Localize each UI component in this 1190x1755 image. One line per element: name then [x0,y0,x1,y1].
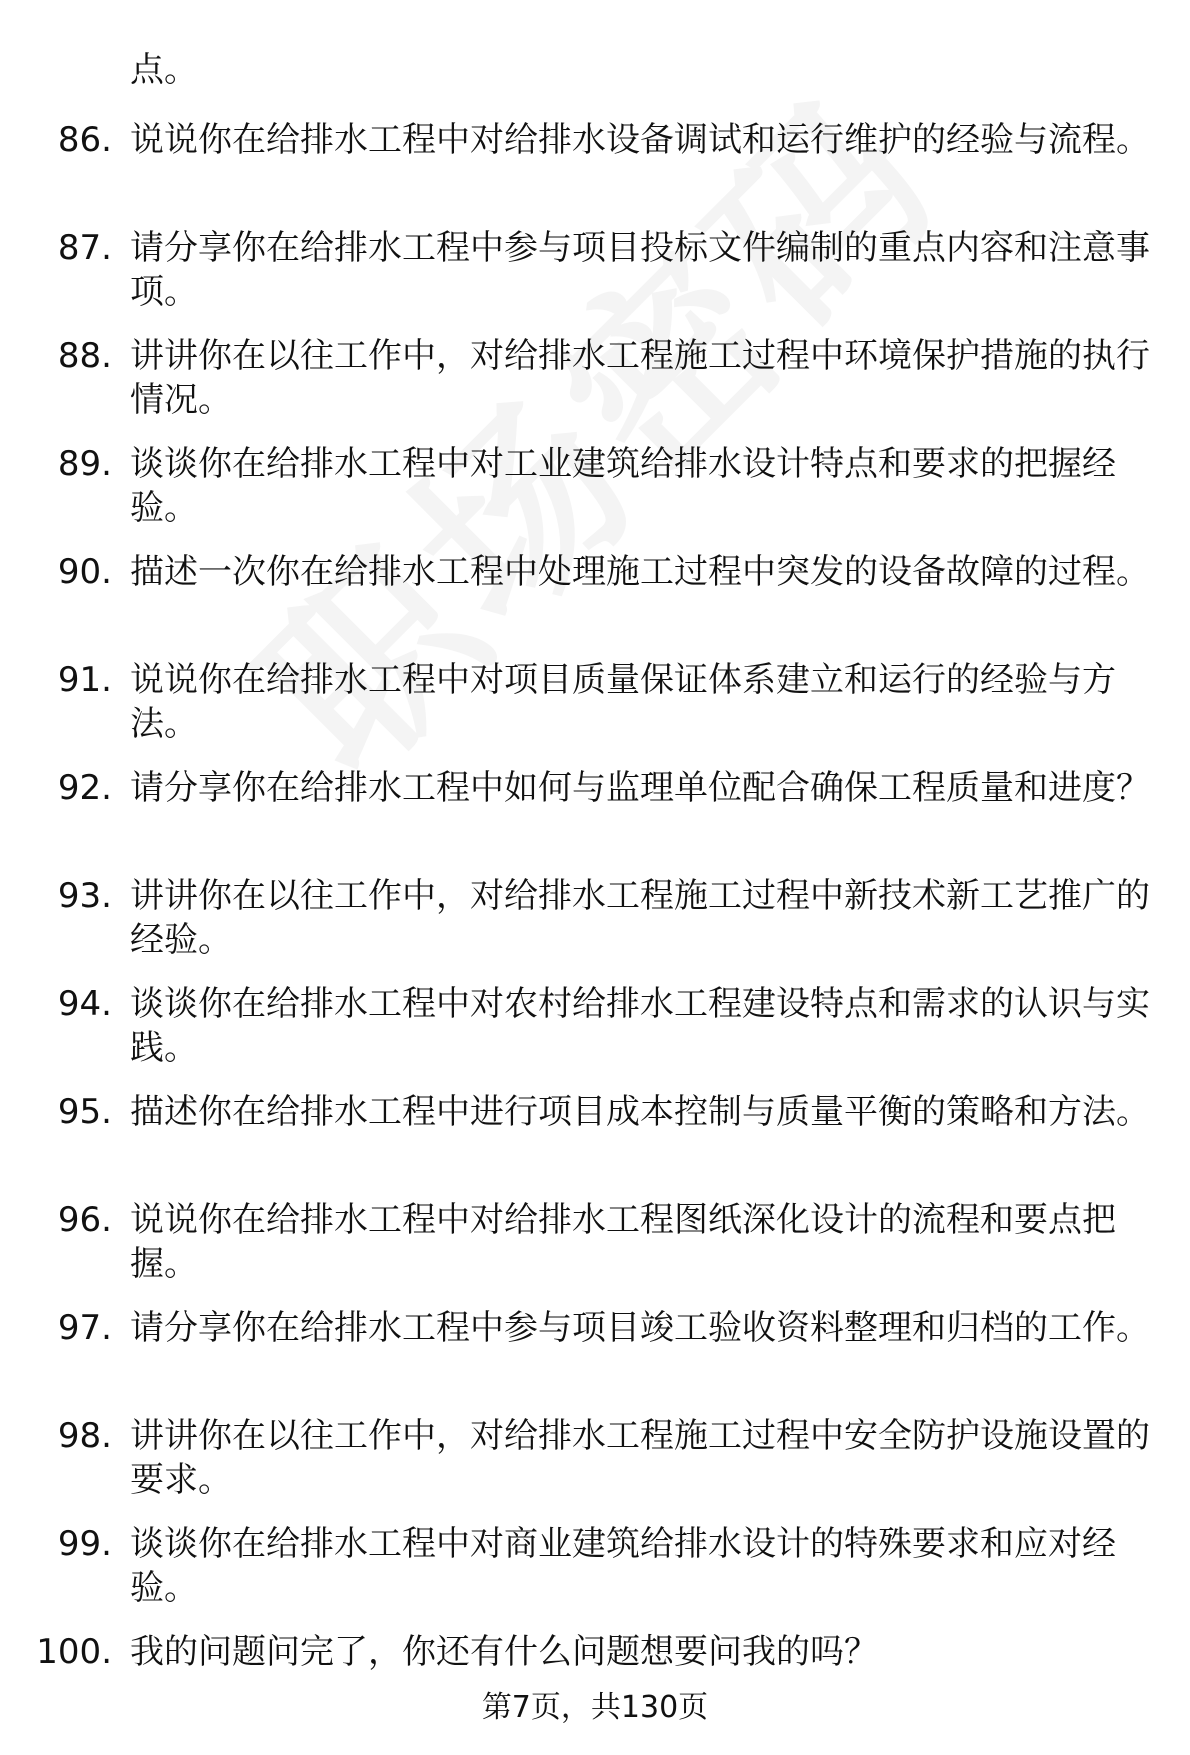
question-item [0,1414,1190,1522]
question-number: 88. [57,336,112,376]
question-item [0,1198,1190,1306]
question-text: 请分享你在给排水工程中参与项目竣工验收资料整理和归档的工作。 [130,1308,1150,1348]
question-number: 97. [57,1308,112,1348]
question-item [0,118,1190,226]
continuation-text: 点。 [130,50,198,90]
question-item [0,1090,1190,1198]
question-text: 谈谈你在给排水工程中对工业建筑给排水设计特点和要求的把握经验。 [130,444,1116,528]
question-text: 描述一次你在给排水工程中处理施工过程中突发的设备故障的过程。 [130,552,1150,592]
question-text: 我的问题问完了，你还有什么问题想要问我的吗？ [130,1632,878,1672]
question-text: 描述你在给排水工程中进行项目成本控制与质量平衡的策略和方法。 [130,1092,1150,1132]
question-item [0,226,1190,334]
question-number: 87. [57,228,112,268]
question-number: 92. [57,768,112,808]
question-text: 说说你在给排水工程中对给排水设备调试和运行维护的经验与流程。 [130,120,1150,160]
question-number: 100. [36,1632,112,1672]
question-item [0,982,1190,1090]
question-number: 98. [57,1416,112,1456]
question-number: 89. [57,444,112,484]
question-text: 谈谈你在给排水工程中对农村给排水工程建设特点和需求的认识与实践。 [130,984,1150,1068]
question-item [0,874,1190,982]
question-number: 94. [57,984,112,1024]
question-item [0,1306,1190,1414]
question-item [0,550,1190,658]
question-number: 95. [57,1092,112,1132]
question-text: 谈谈你在给排水工程中对商业建筑给排水设计的特殊要求和应对经验。 [130,1524,1116,1608]
question-text: 讲讲你在以往工作中，对给排水工程施工过程中新技术新工艺推广的经验。 [130,876,1150,960]
question-item [0,658,1190,766]
question-number: 90. [57,552,112,592]
question-item [0,1522,1190,1630]
question-text: 请分享你在给排水工程中如何与监理单位配合确保工程质量和进度？ [130,768,1150,808]
question-text: 讲讲你在以往工作中，对给排水工程施工过程中安全防护设施设置的要求。 [130,1416,1150,1500]
question-text: 讲讲你在以往工作中，对给排水工程施工过程中环境保护措施的执行情况。 [130,336,1150,420]
question-text: 说说你在给排水工程中对给排水工程图纸深化设计的流程和要点把握。 [130,1200,1116,1284]
question-list [0,118,1190,1738]
question-number: 91. [57,660,112,700]
question-number: 99. [57,1524,112,1564]
page-number-footer: 第7页，共130页 [481,1690,709,1725]
question-number: 86. [57,120,112,160]
question-number: 96. [57,1200,112,1240]
question-number: 93. [57,876,112,916]
question-item [0,334,1190,442]
question-item [0,766,1190,874]
question-item [0,442,1190,550]
question-text: 请分享你在给排水工程中参与项目投标文件编制的重点内容和注意事项。 [130,228,1150,312]
question-text: 说说你在给排水工程中对项目质量保证体系建立和运行的经验与方法。 [130,660,1116,744]
